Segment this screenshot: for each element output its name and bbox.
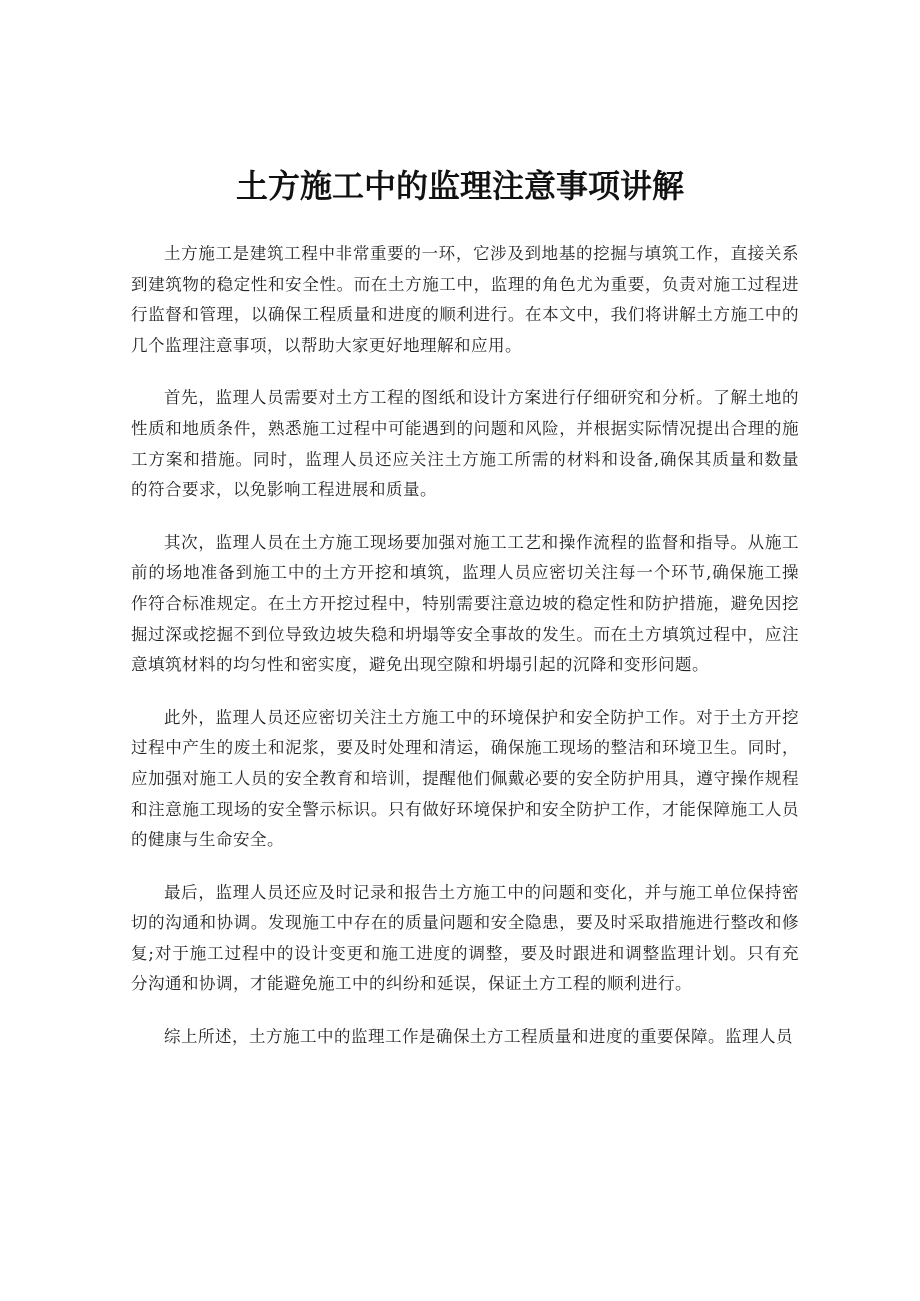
document-body (131, 239, 799, 1075)
document-title: 土方施工中的监理注意事项讲解 (235, 167, 684, 205)
paragraph-additionally: 此外，监理人员还应密切关注土方施工中的环境保护和安全防护工作。对于土方开挖过程中产生的废土和泥浆，要及时处理和清运，确保施工现场的整洁和环境卫生。同时，应加强对施工人员的安全教育和培训，提醒他们佩戴必要的安全防护用具，遵守操作规程和注意施工现场的安全警示标识。只有做好环境保护和安全防护工作，才能保障施工人员的健康与生命安全。 (131, 707, 799, 850)
paragraph-first: 首先，监理人员需要对土方工程的图纸和设计方案进行仔细研究和分析。了解土地的性质和地质条件，熟悉施工过程中可能遇到的问题和风险，并根据实际情况提出合理的施工方案和措施。同时，监理人员还应关注土方施工所需的材料和设备,确保其质量和数量的符合要求，以免影响工程进展和质量。 (131, 388, 799, 500)
paragraph-intro: 土方施工是建筑工程中非常重要的一环，它涉及到地基的挖掘与填筑工作，直接关系到建筑物的稳定性和安全性。而在土方施工中，监理的角色尤为重要，负责对施工过程进行监督和管理，以确保工程质量和进度的顺利进行。在本文中，我们将讲解土方施工中的几个监理注意事项，以帮助大家更好地理解和应用。 (131, 244, 799, 355)
paragraph-second: 其次，监理人员在土方施工现场要加强对施工工艺和操作流程的监督和指导。从施工前的场地准备到施工中的土方开挖和填筑，监理人员应密切关注每一个环节,确保施工操作符合标准规定。在土方开挖过程中，特别需要注意边坡的稳定性和防护措施，避免因挖掘过深或挖掘不到位导致边坡失稳和坍塌等安全事故的发生。而在土方填筑过程中，应注意填筑材料的均匀性和密实度，避免出现空隙和坍塌引起的沉降和变形问题。 (131, 532, 799, 675)
paragraph-finally: 最后，监理人员还应及时记录和报告土方施工中的问题和变化，并与施工单位保持密切的沟通和协调。发现施工中存在的质量问题和安全隐患，要及时采取措施进行整改和修复;对于施工过程中的设计变更和施工进度的调整，要及时跟进和调整监理计划。只有充分沟通和协调，才能避免施工中的纠纷和延误，保证土方工程的顺利进行。 (131, 882, 799, 994)
paragraph-summary: 综上所述，土方施工中的监理工作是确保土方工程质量和进度的重要保障。监理人员 (164, 1027, 793, 1047)
